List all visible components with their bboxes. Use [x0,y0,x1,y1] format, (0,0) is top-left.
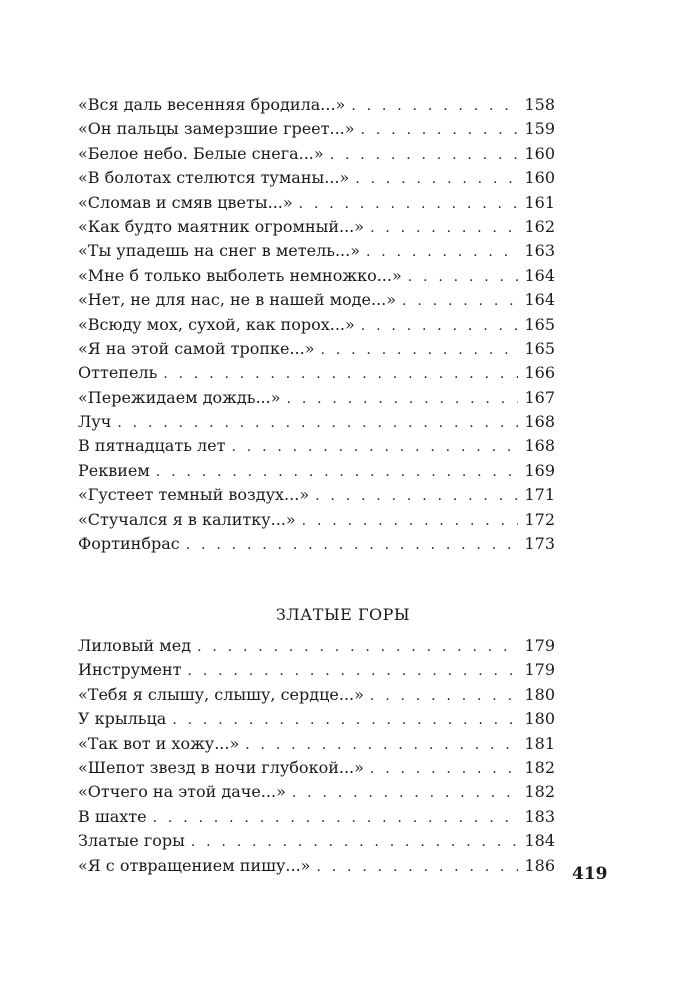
toc-entry-title: У крыльца [78,709,167,729]
toc-entry-title: Фортинбрас [78,534,180,554]
toc-entry [78,732,555,756]
toc-entry-page: 181 [524,733,555,753]
toc-entry-page: 168 [524,436,555,456]
toc-entry-title: «Всюду мох, сухой, как порох...» [78,314,355,334]
toc-entry-title: «Тебя я слышу, слышу, сердце...» [78,684,364,704]
toc-entry-page: 159 [524,119,555,139]
toc-entry-title: «Ты упадешь на снег в метель...» [78,241,360,261]
toc-entry [78,707,555,731]
toc-entry [78,191,555,215]
dot-leader [330,143,519,167]
toc-entry-title: «Пережидаем дождь...» [78,387,281,407]
dot-leader [245,733,518,757]
toc-entry-page: 162 [524,216,555,236]
dot-leader [315,484,518,508]
section-heading: ЗЛАТЫЕ ГОРЫ [275,605,411,624]
dot-leader [186,533,519,557]
toc-entry [78,215,555,239]
dot-leader [366,240,518,264]
toc-entry [78,288,555,312]
dot-leader [361,118,519,142]
toc-entry-page: 172 [524,509,555,529]
toc-entry [78,532,555,556]
toc-entry [78,142,555,166]
toc-entry-title: Златые горы [78,831,185,851]
dot-leader [163,362,518,386]
toc-entry [78,634,555,658]
toc-entry-page: 161 [524,192,555,212]
dot-leader [156,460,519,484]
toc-entry-title: «Так вот и хожу...» [78,733,240,753]
toc-entry-title: «Вся даль весенняя бродила...» [78,95,346,114]
toc-entry-title: «Отчего на этой даче...» [78,782,286,802]
toc-entry-title: Лиловый мед [78,636,192,655]
dot-leader [408,265,519,289]
toc-entry-page: 173 [524,534,555,554]
dot-leader [321,338,519,362]
toc-entry-page: 182 [524,757,555,777]
toc-entry [78,854,555,878]
dot-leader [153,806,519,830]
toc-entry [78,434,555,458]
toc-entry [78,93,555,117]
toc-entry-page: 183 [524,806,555,826]
dot-leader [355,167,518,191]
toc-entry-page: 168 [524,412,555,432]
toc-entry-title: В пятнадцать лет [78,436,226,456]
toc-entry [78,683,555,707]
dot-leader [370,684,519,708]
toc-entry-title: «Белое небо. Белые снега...» [78,143,324,163]
toc-entry-title: «Густеет темный воздух...» [78,485,310,505]
toc-entry [78,264,555,288]
toc-entry-title: «Нет, не для нас, не в нашей моде...» [78,290,397,310]
toc-entry-page: 179 [524,660,555,680]
toc-entry [78,337,555,361]
toc-entry [78,658,555,682]
dot-leader [117,411,518,435]
toc-entry-title: «Мне б только выболеть немножко...» [78,265,402,285]
toc-entry-title: Луч [78,412,112,432]
toc-entry [78,117,555,141]
toc-entry-title: «Сломав и смяв цветы...» [78,192,293,212]
toc-entry [78,166,555,190]
dot-leader [197,635,518,659]
toc-entry-title: «Он пальцы замерзшие греет...» [78,119,355,139]
toc-entry-page: 184 [524,831,555,851]
toc-entry-title: Инструмент [78,660,182,680]
toc-entry-page: 167 [524,387,555,407]
dot-leader [191,830,519,854]
toc-entry-title: Оттепель [78,363,158,383]
toc-entry-page: 169 [524,460,555,480]
toc-entry-page: 164 [524,265,555,285]
toc-entry [78,410,555,434]
toc-entry [78,829,555,853]
toc-entry [78,508,555,532]
toc-entry [78,361,555,385]
dot-leader [287,387,519,411]
toc-list-part1 [78,93,555,556]
toc-list-part2 [78,634,555,878]
toc-entry [78,780,555,804]
toc-entry-title: «В болотах стелются туманы...» [78,168,350,188]
dot-leader [302,509,519,533]
toc-entry-page: 160 [524,168,555,188]
toc-entry [78,386,555,410]
toc-entry-title: «Как будто маятник огромный...» [78,216,365,236]
dot-leader [188,659,519,683]
page-number: 419 [572,864,608,884]
toc-entry [78,805,555,829]
toc-entry-page: 180 [524,684,555,704]
dot-leader [351,94,518,118]
toc-entry-page: 164 [524,290,555,310]
toc-entry-page: 180 [524,709,555,729]
dot-leader [172,708,518,732]
toc-entry-page: 171 [524,485,555,505]
toc-entry-title: «Я на этой самой тропке...» [78,338,315,358]
toc-entry-title: «Шепот звезд в ночи глубокой...» [78,757,364,777]
dot-leader [316,855,518,879]
toc-entry [78,756,555,780]
toc-entry-title: В шахте [78,806,147,826]
toc-entry [78,313,555,337]
dot-leader [292,781,519,805]
dot-leader [231,435,518,459]
toc-entry-title: Реквием [78,460,150,480]
toc-entry [78,459,555,483]
toc-entry-page: 163 [524,241,555,261]
toc-entry-page: 165 [524,338,555,358]
toc-entry-page: 160 [524,143,555,163]
dot-leader [299,192,519,216]
dot-leader [402,289,518,313]
dot-leader [361,314,519,338]
toc-entry-page: 186 [524,855,555,875]
toc-entry-title: «Я с отвращением пишу...» [78,855,311,875]
toc-entry-page: 165 [524,314,555,334]
toc-entry [78,239,555,263]
dot-leader [370,216,518,240]
toc-entry-page: 158 [524,95,555,114]
toc-entry [78,483,555,507]
toc-entry-page: 182 [524,782,555,802]
dot-leader [370,757,519,781]
toc-entry-page: 179 [524,636,555,655]
toc-entry-page: 166 [524,363,555,383]
toc-entry-title: «Стучался я в калитку...» [78,509,296,529]
